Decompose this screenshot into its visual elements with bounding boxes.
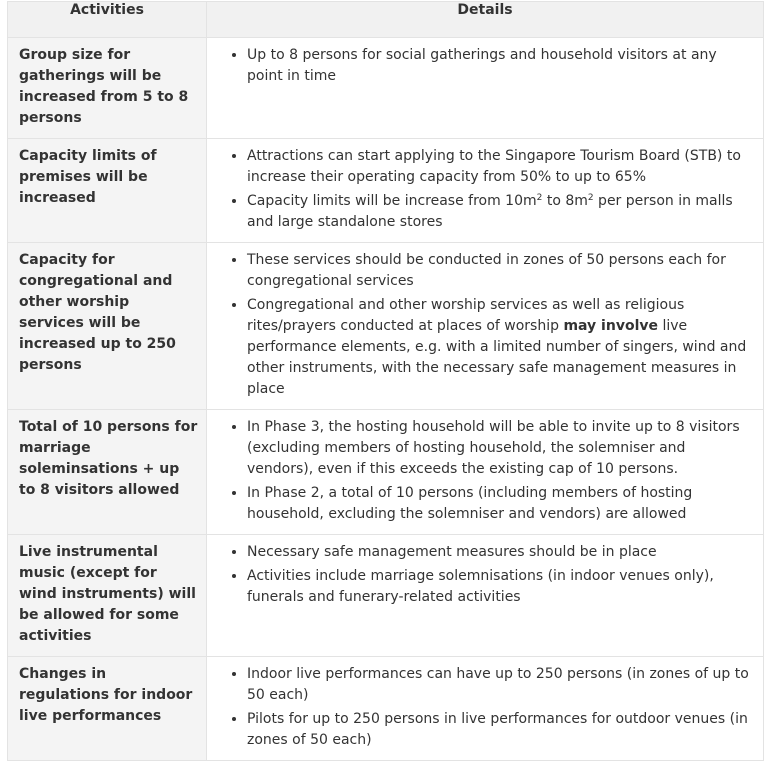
table-row bbox=[8, 657, 764, 761]
detail-item: • Up to 8 persons for social gatherings and household visitors at any point in time bbox=[247, 45, 755, 87]
detail-item bbox=[247, 191, 755, 233]
detail-item: • In Phase 3, the hosting household will be able to invite up to 8 visitors (excluding members of hosting household, the solemniser and vendors), even if this exceeds the existing cap of 10 persons. bbox=[247, 417, 755, 480]
detail-text: to 8m bbox=[542, 193, 588, 209]
table-row bbox=[8, 535, 764, 657]
emphasis-text: may involve bbox=[563, 318, 658, 334]
detail-text: per person in malls and large standalone stores bbox=[247, 193, 733, 230]
detail-item: • These services should be conducted in zones of 50 persons each for congregational services bbox=[247, 250, 755, 292]
details-cell bbox=[207, 139, 764, 243]
detail-item: • Attractions can start applying to the Singapore Tourism Board (STB) to increase their operating capacity from 50% to up to 65% bbox=[247, 146, 755, 188]
details-cell bbox=[207, 38, 764, 139]
table-row bbox=[8, 139, 764, 243]
detail-text: Capacity limits will be increase from 10m bbox=[247, 193, 537, 209]
activity-cell: Changes in regulations for indoor live performances bbox=[8, 657, 207, 761]
details-cell bbox=[207, 243, 764, 410]
detail-item: • In Phase 2, a total of 10 persons (including members of hosting household, excluding the solemniser and vendors) are allowed bbox=[247, 483, 755, 525]
activity-cell: Live instrumental music (except for wind instruments) will be allowed for some activities bbox=[8, 535, 207, 657]
details-cell bbox=[207, 410, 764, 535]
activity-cell: Group size for gatherings will be increased from 5 to 8 persons bbox=[8, 38, 207, 139]
details-cell bbox=[207, 657, 764, 761]
detail-item: • Pilots for up to 250 persons in live performances for outdoor venues (in zones of 50 each) bbox=[247, 709, 755, 751]
activity-cell: Capacity for congregational and other worship services will be increased up to 250 persons bbox=[8, 243, 207, 410]
superscript: 2 bbox=[587, 193, 594, 203]
detail-item: • Activities include marriage solemnisations (in indoor venues only), funerals and funerary-related activities bbox=[247, 566, 755, 608]
details-cell bbox=[207, 535, 764, 657]
detail-item: • Indoor live performances can have up to 250 persons (in zones of up to 50 each) bbox=[247, 664, 755, 706]
details-list bbox=[227, 146, 755, 233]
details-list bbox=[227, 417, 755, 525]
table-row bbox=[8, 410, 764, 535]
superscript: 2 bbox=[536, 193, 543, 203]
activities-header: Activities bbox=[8, 2, 207, 38]
detail-text: live performance elements, e.g. with a limited number of singers, wind and other instruments, with the necessary safe management measures in place bbox=[247, 318, 747, 397]
detail-text: Congregational and other worship services as well as religious rites/prayers conducted at places of worship bbox=[247, 297, 685, 334]
activity-cell: Capacity limits of premises will be increased bbox=[8, 139, 207, 243]
details-header: Details bbox=[207, 2, 764, 38]
regulations-table bbox=[7, 1, 764, 761]
table-row bbox=[8, 243, 764, 410]
header-row bbox=[8, 2, 764, 38]
detail-item bbox=[247, 295, 755, 400]
details-list bbox=[227, 664, 755, 751]
details-list bbox=[227, 45, 755, 87]
table-row bbox=[8, 38, 764, 139]
activity-cell: Total of 10 persons for marriage soleminsations + up to 8 visitors allowed bbox=[8, 410, 207, 535]
details-list bbox=[227, 542, 755, 608]
detail-item: • Necessary safe management measures should be in place bbox=[247, 542, 755, 563]
details-list bbox=[227, 250, 755, 400]
